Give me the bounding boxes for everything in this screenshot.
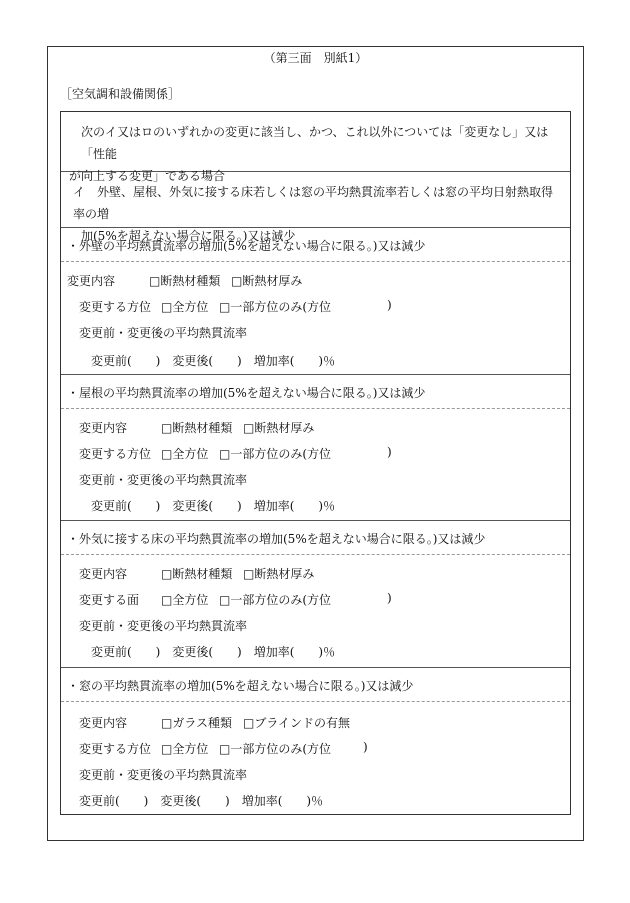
block-2-detail [61,409,570,521]
block-3-content-label: 変更内容 [79,567,128,581]
intro-line-1: 次のイ又はロのいずれかの変更に該当し、かつ、これ以外については「変更なし」又は「性能 [81,125,549,161]
block-4-values: 変更前( ) 変更後( ) 増加率( )％ [79,794,324,808]
form-table [60,111,571,815]
block-4-detail [61,702,570,814]
block-4-dir-all[interactable]: □全方位 [161,742,209,756]
block-2-heading: ・屋根の平均熱貫流率の増加(5%を超えない場合に限る。)又は減少 [67,386,426,400]
block-4-opt2[interactable]: □ブラインドの有無 [243,716,350,730]
block-4-dir-part[interactable]: □一部方位のみ(方位 [219,742,332,756]
block-2-dir-close: ) [387,445,392,459]
block-3-heading-row [61,521,570,555]
block-1-opt2[interactable]: □断熱材厚み [231,274,303,288]
block-4-opt1[interactable]: □ガラス種類 [161,716,232,730]
block-4-dir-label: 変更する方位 [79,742,152,756]
block-3-dir-label: 変更する面 [79,593,140,607]
block-1-dir-part[interactable]: □一部方位のみ(方位 [219,300,332,314]
block-1-dir-all[interactable]: □全方位 [161,300,209,314]
block-2-opt1[interactable]: □断熱材種類 [161,421,233,435]
section-label: ［空気調和設備関係］ [60,87,181,101]
block-1-dir-close: ) [387,298,392,312]
item-i-line-2: 加(5%を超えない場合に限る。)又は減少 [81,229,296,243]
block-4-heading-row [61,668,570,702]
block-1-dir-label: 変更する方位 [79,300,152,314]
block-1-detail [61,262,570,375]
block-2-content-label: 変更内容 [79,421,128,435]
block-3-dir-close: ) [387,591,392,605]
block-2-before-after: 変更前・変更後の平均熱貫流率 [79,473,248,487]
intro-row [61,112,570,183]
block-3-heading: ・外気に接する床の平均熱貫流率の増加(5%を超えない場合に限る。)又は減少 [67,532,486,546]
block-4-content-label: 変更内容 [79,716,128,730]
block-2-dir-part[interactable]: □一部方位のみ(方位 [219,447,332,461]
block-2-dir-label: 変更する方位 [79,447,152,461]
intro-line-2: が向上する変更」である場合 [69,169,226,183]
form-frame [47,46,584,841]
block-3-opt2[interactable]: □断熱材厚み [243,567,315,581]
block-4-dir-close: ) [363,740,368,754]
block-1-before-after: 変更前・変更後の平均熱貫流率 [79,326,248,340]
block-1-heading-row [61,228,570,262]
block-3-values: 変更前( ) 変更後( ) 増加率( )％ [91,645,336,659]
block-3-before-after: 変更前・変更後の平均熱貫流率 [79,619,248,633]
item-i-row [61,172,570,243]
block-3-opt1[interactable]: □断熱材種類 [161,567,233,581]
block-4-heading: ・窓の平均熱貫流率の増加(5%を超えない場合に限る。)又は減少 [67,679,414,693]
block-1-opt1[interactable]: □断熱材種類 [149,274,221,288]
page-title: （第三面 別紙1） [263,51,368,65]
block-4-before-after: 変更前・変更後の平均熱貫流率 [79,768,248,782]
block-3-detail [61,555,570,668]
block-2-heading-row [61,375,570,409]
block-3-dir-part[interactable]: □一部方位のみ(方位 [219,593,332,607]
block-1-heading: ・外壁の平均熱貫流率の増加(5%を超えない場合に限る。)又は減少 [67,239,426,253]
item-i-line-1: イ 外壁、屋根、外気に接する床若しくは窓の平均熱貫流率若しくは窓の平均日射熱取得率の増 [73,185,554,221]
block-2-values: 変更前( ) 変更後( ) 増加率( )％ [91,499,336,513]
block-1-values: 変更前( ) 変更後( ) 増加率( )％ [91,354,336,368]
block-1-content-label: 変更内容 [67,274,116,288]
block-3-dir-all[interactable]: □全方位 [161,593,209,607]
block-2-opt2[interactable]: □断熱材厚み [243,421,315,435]
block-2-dir-all[interactable]: □全方位 [161,447,209,461]
